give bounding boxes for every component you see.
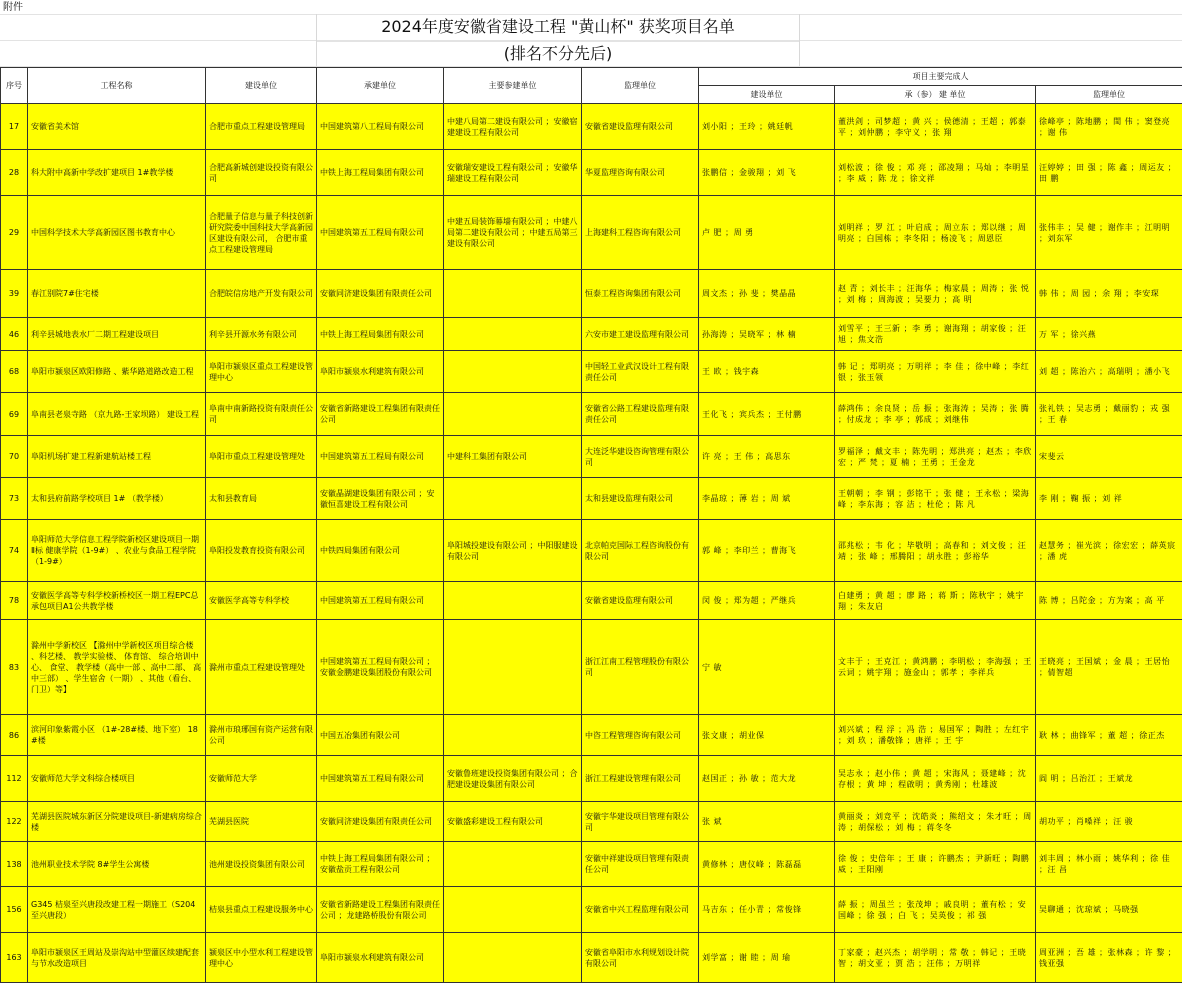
cell-build-unit: 利辛县开源水务有限公司: [206, 318, 317, 351]
cell-persons-contract: 薛鸿伟 ；余良贤 ；岳 振 ；张海涛 ；吴涛 ；张 腾 ；付成龙 ；李 亭 ；郭成 ；刘继伟: [835, 393, 1036, 436]
cell-contract-unit: 安徽晶湖建设集团有限公司 ；安徽恒喜建设工程有限公司: [317, 478, 444, 520]
table-row: [1, 520, 1182, 582]
cell-project: 太和县府前路学校项目 1# （教学楼）: [28, 478, 206, 520]
cell-project: 阜阳市颍泉区欧阳修路 、紫华路道路改造工程: [28, 351, 206, 393]
cell-contract-unit: 中国建筑第五工程局有限公司: [317, 436, 444, 478]
cell-supervise-unit: 安徽省公路工程建设监理有限责任公司: [582, 393, 699, 436]
cell-persons-contract: 王朝朝 ；李 钢 ；彭铭干 ；张 健 ；王永松 ；梁海峰 ；李东海 ；容 洁 ；杜伦 ；陈 凡: [835, 478, 1036, 520]
cell-persons-build: 王 欧 ；钱宇森: [699, 351, 835, 393]
annex-label: 附件: [3, 2, 23, 13]
cell-contract-unit: 阜阳市颍泉水利建筑有限公司: [317, 351, 444, 393]
cell-persons-build: 卢 肥 ；周 勇: [699, 196, 835, 270]
cell-contract-unit: 安徽同济建设集团有限责任公司: [317, 802, 444, 842]
cell-no: 69: [1, 393, 28, 436]
cell-persons-contract: 白建勇 ；黄 超 ；廖 路 ；蒋 斯 ；陈秋宇 ；姚宇翔 ；朱友启: [835, 582, 1036, 620]
cell-build-unit: 阜阳投发教育投资有限公司: [206, 520, 317, 582]
cell-participate-unit: 中建八局第二建设有限公司 ；安徽宿建建设工程有限公司: [444, 104, 582, 150]
cell-participate-unit: [444, 318, 582, 351]
cell-persons-supervise: 李 刚 ；鞠 振 ；刘 祥: [1036, 478, 1182, 520]
cell-persons-supervise: 赵慧务 ；崔光滨 ；徐宏宏 ；薛英宸 ；潘 虎: [1036, 520, 1182, 582]
header-project: 工程名称: [28, 68, 206, 104]
header-persons-contract: 承（参） 建 单位: [835, 86, 1036, 104]
table-row: [1, 318, 1182, 351]
cell-persons-supervise: 王晓亮 ；王国斌 ；金 晨 ；王居怡 ；倩智超: [1036, 620, 1182, 715]
table-row: [1, 104, 1182, 150]
cell-no: 122: [1, 802, 28, 842]
cell-supervise-unit: 浙江工程建设管理有限公司: [582, 756, 699, 802]
cell-build-unit: 合肥量子信息与量子科技创新研究院委中国科技大学高新园区建设有限公司， 合肥市重点工程建设管理局: [206, 196, 317, 270]
cell-persons-supervise: 徐峰亭 ；陈地鹏 ；閏 伟 ；窦登亮 ；谢 伟: [1036, 104, 1182, 150]
table-row: [1, 150, 1182, 196]
cell-persons-supervise: 刘丰周 ；林小雨 ；姚华利 ；徐 佳 ；汪 昌: [1036, 842, 1182, 887]
cell-no: 28: [1, 150, 28, 196]
cell-persons-supervise: 汪婷婷 ；田 强 ；陈 鑫 ；周运友 ；田 鹏: [1036, 150, 1182, 196]
cell-participate-unit: [444, 582, 582, 620]
cell-contract-unit: 中国建筑第五工程局有限公司: [317, 196, 444, 270]
cell-build-unit: 池州建设投资集团有限公司: [206, 842, 317, 887]
cell-no: 29: [1, 196, 28, 270]
cell-persons-contract: 邵兆松 ；韦 化 ；毕敬明 ；高春和 ；刘文俊 ；汪 靖 ；张 峰 ；邢腾阳 ；胡永胜 ；彭裕华: [835, 520, 1036, 582]
table-row: [1, 393, 1182, 436]
cell-no: 17: [1, 104, 28, 150]
cell-build-unit: 合肥皖信房地产开发有限公司: [206, 270, 317, 318]
cell-project: G345 桔泉至兴唐段改建工程一期施工（S204 至兴唐段）: [28, 887, 206, 933]
cell-contract-unit: 中铁上海工程局集团有限公司: [317, 150, 444, 196]
cell-participate-unit: [444, 478, 582, 520]
cell-supervise-unit: 安徽省建设监理有限公司: [582, 104, 699, 150]
cell-no: 73: [1, 478, 28, 520]
cell-project: 阜阳师范大学信息工程学院新校区建设项目一期 Ⅱ标 健康学院（1-9#） 、农业与食品工程学院（1-9#）: [28, 520, 206, 582]
cell-supervise-unit: 浙江江南工程管理股份有限公司: [582, 620, 699, 715]
cell-supervise-unit: 安徽省建设监理有限公司: [582, 582, 699, 620]
header-persons-build: 建设单位: [699, 86, 835, 104]
cell-persons-supervise: 周亚洲 ；吾 雄 ；张林森 ；许 黎 ；钱亚强: [1036, 933, 1182, 983]
cell-persons-build: 李晶琼 ；薄 岩 ；周 斌: [699, 478, 835, 520]
cell-persons-build: 张 斌: [699, 802, 835, 842]
cell-participate-unit: [444, 270, 582, 318]
cell-contract-unit: 中铁四局集团有限公司: [317, 520, 444, 582]
cell-build-unit: 阜阳市重点工程建设管理处: [206, 436, 317, 478]
cell-persons-build: 许 亮 ；王 伟 ；高思东: [699, 436, 835, 478]
cell-persons-contract: 刘松波 ；徐 俊 ；邓 亮 ；邵凌翔 ；马灿 ；李明星 ；李 威 ；陈 龙 ；徐文祥: [835, 150, 1036, 196]
cell-supervise-unit: 六安市建工建设监理有限公司: [582, 318, 699, 351]
cell-participate-unit: 安徽瑞安建设工程有限公司 ；安徽华瑞建设工程有限公司: [444, 150, 582, 196]
cell-persons-supervise: 吴聊通 ；沈琼斌 ；马晓强: [1036, 887, 1182, 933]
cell-build-unit: 颍泉区中小型水利工程建设管理中心: [206, 933, 317, 983]
cell-persons-supervise: 陈 博 ；吕陀金 ；方为案 ；高 平: [1036, 582, 1182, 620]
cell-persons-contract: 刘明祥 ；罗 江 ；叶启成 ；周立东 ；郑以继 ；周明亮 ；白国栋 ；李冬阳 ；杨凌飞 ；周恩臣: [835, 196, 1036, 270]
cell-persons-contract: 丁家豪 ；赵兴杰 ；胡学明 ；常 敬 ；韩记 ；王晓智 ；胡文亚 ；贾 浩 ；汪伟 ；万明祥: [835, 933, 1036, 983]
cell-supervise-unit: 华夏监理咨询有限公司: [582, 150, 699, 196]
table-row: [1, 715, 1182, 756]
cell-supervise-unit: 恒泰工程咨询集团有限公司: [582, 270, 699, 318]
cell-persons-supervise: 刘 超 ；陈治六 ；高瑞明 ；潘小飞: [1036, 351, 1182, 393]
cell-build-unit: 芜湖县医院: [206, 802, 317, 842]
cell-build-unit: 合肥高新城创建设投资有限公司: [206, 150, 317, 196]
cell-participate-unit: [444, 887, 582, 933]
cell-contract-unit: 中国建筑第五工程局有限公司 ；安徽金鹏建设集团股份有限公司: [317, 620, 444, 715]
cell-persons-build: 郭 峰 ；李印兰 ；曹海飞: [699, 520, 835, 582]
cell-build-unit: 太和县教育局: [206, 478, 317, 520]
cell-supervise-unit: 上海建科工程咨询有限公司: [582, 196, 699, 270]
cell-persons-build: 刘学富 ；谢 睦 ；周 瑜: [699, 933, 835, 983]
cell-persons-contract: 薛 振 ；周虽兰 ；张茂坤 ；戚良明 ；董有松 ；安国峰 ；徐 强 ；白 飞 ；吴英俊 ；祁 强: [835, 887, 1036, 933]
cell-build-unit: 桔泉县重点工程建设服务中心: [206, 887, 317, 933]
cell-contract-unit: 安徽省新路建设工程集团有限责任公司: [317, 393, 444, 436]
cell-contract-unit: 中国建筑第五工程局有限公司: [317, 756, 444, 802]
cell-contract-unit: 中国建筑第五工程局有限公司: [317, 582, 444, 620]
table-row: [1, 887, 1182, 933]
cell-contract-unit: 中国五冶集团有限公司: [317, 715, 444, 756]
cell-contract-unit: 中国建筑第八工程局有限公司: [317, 104, 444, 150]
table-body: [1, 104, 1182, 983]
cell-project: 阜阳机场扩建工程新建航站楼工程: [28, 436, 206, 478]
cell-participate-unit: [444, 393, 582, 436]
table-row: [1, 756, 1182, 802]
cell-no: 83: [1, 620, 28, 715]
cell-persons-contract: 刘雪平 ；王三新 ；李 勇 ；谢海翔 ；胡家俊 ；汪 旭 ；焦文浩: [835, 318, 1036, 351]
header-supervise-unit: 监理单位: [582, 68, 699, 104]
table-row: [1, 582, 1182, 620]
cell-no: 163: [1, 933, 28, 983]
page-subtitle: (排名不分先后): [317, 41, 799, 66]
cell-build-unit: 阜南中南新路投资有限责任公司: [206, 393, 317, 436]
cell-persons-supervise: 张伟丰 ；吴 健 ；谢作丰 ；江明明 ；刘东军: [1036, 196, 1182, 270]
cell-persons-build: 周文杰 ；孙 斐 ；樊晶晶: [699, 270, 835, 318]
cell-project: 阜阳市颍泉区王周站及崇沟站中型灌区续建配套与节水改造项目: [28, 933, 206, 983]
cell-contract-unit: 中铁上海工程局集团有限公司 ；安徽盐贡工程有限公司: [317, 842, 444, 887]
cell-no: 39: [1, 270, 28, 318]
cell-contract-unit: 中铁上海工程局集团有限公司: [317, 318, 444, 351]
cell-supervise-unit: 太和县建设监理有限公司: [582, 478, 699, 520]
cell-no: 46: [1, 318, 28, 351]
cell-project: 利辛县城地表水厂二期工程建设项目: [28, 318, 206, 351]
cell-persons-contract: 董洪剑 ；司梦超 ；黄 兴 ；侯德清 ；王超 ；郭泰平 ；刘仲鹏 ；李守义 ；张 翔: [835, 104, 1036, 150]
cell-no: 74: [1, 520, 28, 582]
cell-build-unit: 阜阳市颍泉区重点工程建设管理中心: [206, 351, 317, 393]
cell-persons-supervise: 宋斐云: [1036, 436, 1182, 478]
cell-persons-build: 黄修林 ；唐仪峰 ；陈磊磊: [699, 842, 835, 887]
cell-persons-contract: 罗福泽 ；戴文丰 ；陈先明 ；郑洪亮 ；赵杰 ；李欣宏 ；严 梵 ；夏 楠 ；王勇 ；王金龙: [835, 436, 1036, 478]
cell-no: 112: [1, 756, 28, 802]
cell-persons-supervise: 韩 伟 ；周 园 ；余 翔 ；李安琛: [1036, 270, 1182, 318]
cell-build-unit: 安徽医学高等专科学校: [206, 582, 317, 620]
cell-persons-build: 张鹏信 ；金骏翔 ；刘 飞: [699, 150, 835, 196]
table-row: [1, 351, 1182, 393]
cell-persons-build: 王化飞 ；宾兵杰 ；王付鹏: [699, 393, 835, 436]
cell-no: 138: [1, 842, 28, 887]
cell-participate-unit: 中建五局装饰幕墙有限公司 ；中建八局第二建设有限公司 ；中建五局第三建设有限公司: [444, 196, 582, 270]
table-row: [1, 196, 1182, 270]
cell-persons-contract: 黄丽炎 ；刘竞平 ；沈皓炎 ；熊绍文 ；朱才旺 ；周 涛 ；胡保松 ；刘 梅 ；蒋冬冬: [835, 802, 1036, 842]
cell-supervise-unit: 大连泛华建设咨询管理有限公司: [582, 436, 699, 478]
cell-persons-build: 刘小阳 ；王玲 ；姚廷帆: [699, 104, 835, 150]
cell-persons-build: 张文康 ；胡业保: [699, 715, 835, 756]
table-row: [1, 436, 1182, 478]
cell-persons-contract: 赵 青 ；刘长丰 ；汪海华 ；梅家晨 ；周涛 ；张 悦 ；刘 梅 ；周海波 ；吴要力 ；高 明: [835, 270, 1036, 318]
cell-persons-build: 孙海涛 ；吴晓军 ；林 楠: [699, 318, 835, 351]
cell-participate-unit: 阜阳城投建设有限公司 ；中阳服建设有限公司: [444, 520, 582, 582]
header-participate-unit: 主要参建单位: [444, 68, 582, 104]
cell-persons-contract: 韩 记 ；郑明亮 ；万明祥 ；李 佳 ；徐中峰 ；李红银 ；张玉领: [835, 351, 1036, 393]
cell-participate-unit: [444, 933, 582, 983]
header-build-unit: 建设单位: [206, 68, 317, 104]
cell-build-unit: 安徽师范大学: [206, 756, 317, 802]
table-row: [1, 933, 1182, 983]
cell-project: 安徽师范大学文科综合楼项目: [28, 756, 206, 802]
cell-project: 安徽省美术馆: [28, 104, 206, 150]
header-no: 序号: [1, 68, 28, 104]
cell-supervise-unit: 安徽省中兴工程监理有限公司: [582, 887, 699, 933]
table-row: [1, 478, 1182, 520]
cell-supervise-unit: 安徽宇华建设项目管理有限公司: [582, 802, 699, 842]
cell-persons-contract: 刘兴斌 ；程 浮 ；冯 浩 ；易国军 ；陶胜 ；左红宇 ；刘 玖 ；潘敬锋 ；唐祥 ；王 宇: [835, 715, 1036, 756]
cell-persons-supervise: 胡功平 ；肖嗓祥 ；汪 骏: [1036, 802, 1182, 842]
cell-participate-unit: [444, 351, 582, 393]
cell-project: 池州职业技术学院 8#学生公寓楼: [28, 842, 206, 887]
header-contract-unit: 承建单位: [317, 68, 444, 104]
cell-persons-supervise: 张礼铁 ；吴志勇 ；戴丽豹 ；戎 强 ；王 春: [1036, 393, 1182, 436]
cell-persons-supervise: 耿 林 ；曲锋军 ；董 超 ；徐正杰: [1036, 715, 1182, 756]
award-table: [0, 67, 1182, 983]
cell-project: 阜南县老泉寺路 （京九路-王家坝路） 建设工程: [28, 393, 206, 436]
title-block: [316, 14, 800, 66]
cell-project: 科大附中高新中学改扩建项目 1#教学楼: [28, 150, 206, 196]
cell-contract-unit: 阜阳市颍泉水利建筑有限公司: [317, 933, 444, 983]
cell-persons-supervise: 阎 明 ；吕治江 ；王斌龙: [1036, 756, 1182, 802]
header-persons-group: 项目主要完成人: [699, 68, 1182, 86]
cell-supervise-unit: 安徽省阜阳市水利规划设计院有限公司: [582, 933, 699, 983]
cell-build-unit: 滁州市琅琊国有资产运营有限公司: [206, 715, 317, 756]
cell-supervise-unit: 中国轻工业武汉设计工程有限责任公司: [582, 351, 699, 393]
cell-persons-contract: 文丰于 ；王克江 ；黄鸿鹏 ；李明松 ；李海强 ；王云词 ；姚宇翔 ；施金山 ；郭孝 ；李祥兵: [835, 620, 1036, 715]
cell-participate-unit: [444, 715, 582, 756]
cell-participate-unit: [444, 620, 582, 715]
cell-persons-contract: 吴志永 ；赵小伟 ；黄 超 ；宋海风 ；聂建峰 ；沈存根 ；黄 坤 ；程啟明 ；黄秀刚 ；杜雄波: [835, 756, 1036, 802]
header-persons-supervise: 监理单位: [1036, 86, 1182, 104]
cell-project: 滁州中学新校区 【滁州中学新校区项目综合楼 、科艺楼、 教学实验楼、 体育馆、 综合培训中心、 食堂、 教学楼（高中一部 、高中二部、 高中三部） 、学生宿舍（一期） 、其他（看台、 门卫）等】: [28, 620, 206, 715]
cell-project: 春江别院7#住宅楼: [28, 270, 206, 318]
cell-persons-supervise: 万 军 ；徐兴燕: [1036, 318, 1182, 351]
cell-no: 70: [1, 436, 28, 478]
cell-contract-unit: 安徽省新路建设工程集团有限责任公司 ；龙建路桥股份有限公司: [317, 887, 444, 933]
table-row: [1, 270, 1182, 318]
table-row: [1, 802, 1182, 842]
cell-project: 安徽医学高等专科学校新桥校区一期工程EPC总承包项目A1公共教学楼: [28, 582, 206, 620]
cell-persons-build: 闵 俊 ；郑为超 ；严继兵: [699, 582, 835, 620]
cell-build-unit: 滁州市重点工程建设管理处: [206, 620, 317, 715]
cell-participate-unit: 中建科工集团有限公司: [444, 436, 582, 478]
cell-contract-unit: 安徽同济建设集团有限责任公司: [317, 270, 444, 318]
cell-participate-unit: 安徽盛彩建设工程有限公司: [444, 802, 582, 842]
cell-no: 156: [1, 887, 28, 933]
cell-participate-unit: [444, 842, 582, 887]
cell-persons-contract: 徐 俊 ；史倍年 ；王 康 ；许鹏杰 ；尹新旺 ；陶鹏威 ；王阳刚: [835, 842, 1036, 887]
table-row: [1, 842, 1182, 887]
cell-no: 86: [1, 715, 28, 756]
cell-persons-build: 马吉东 ；任小青 ；常俊锋: [699, 887, 835, 933]
cell-project: 芜湖县医院城东新区分院建设项目-新建病房综合楼: [28, 802, 206, 842]
cell-participate-unit: 安徽鲁班建设投资集团有限公司 ；合肥建设建设集团有限公司: [444, 756, 582, 802]
cell-persons-build: 赵国正 ；孙 敏 ；范大龙: [699, 756, 835, 802]
cell-no: 68: [1, 351, 28, 393]
table-row: [1, 620, 1182, 715]
cell-persons-build: 宁 敏: [699, 620, 835, 715]
cell-project: 中国科学技术大学高新园区图书教育中心: [28, 196, 206, 270]
cell-project: 滨河印象紫霞小区 （1#-28#楼、地下室） 18#楼: [28, 715, 206, 756]
cell-no: 78: [1, 582, 28, 620]
cell-supervise-unit: 北京帕克国际工程咨询股份有限公司: [582, 520, 699, 582]
cell-supervise-unit: 中咨工程管理咨询有限公司: [582, 715, 699, 756]
cell-supervise-unit: 安徽中祥建设项目管理有限责任公司: [582, 842, 699, 887]
cell-build-unit: 合肥市重点工程建设管理局: [206, 104, 317, 150]
page-title: 2024年度安徽省建设工程 "黄山杯" 获奖项目名单: [381, 17, 735, 36]
